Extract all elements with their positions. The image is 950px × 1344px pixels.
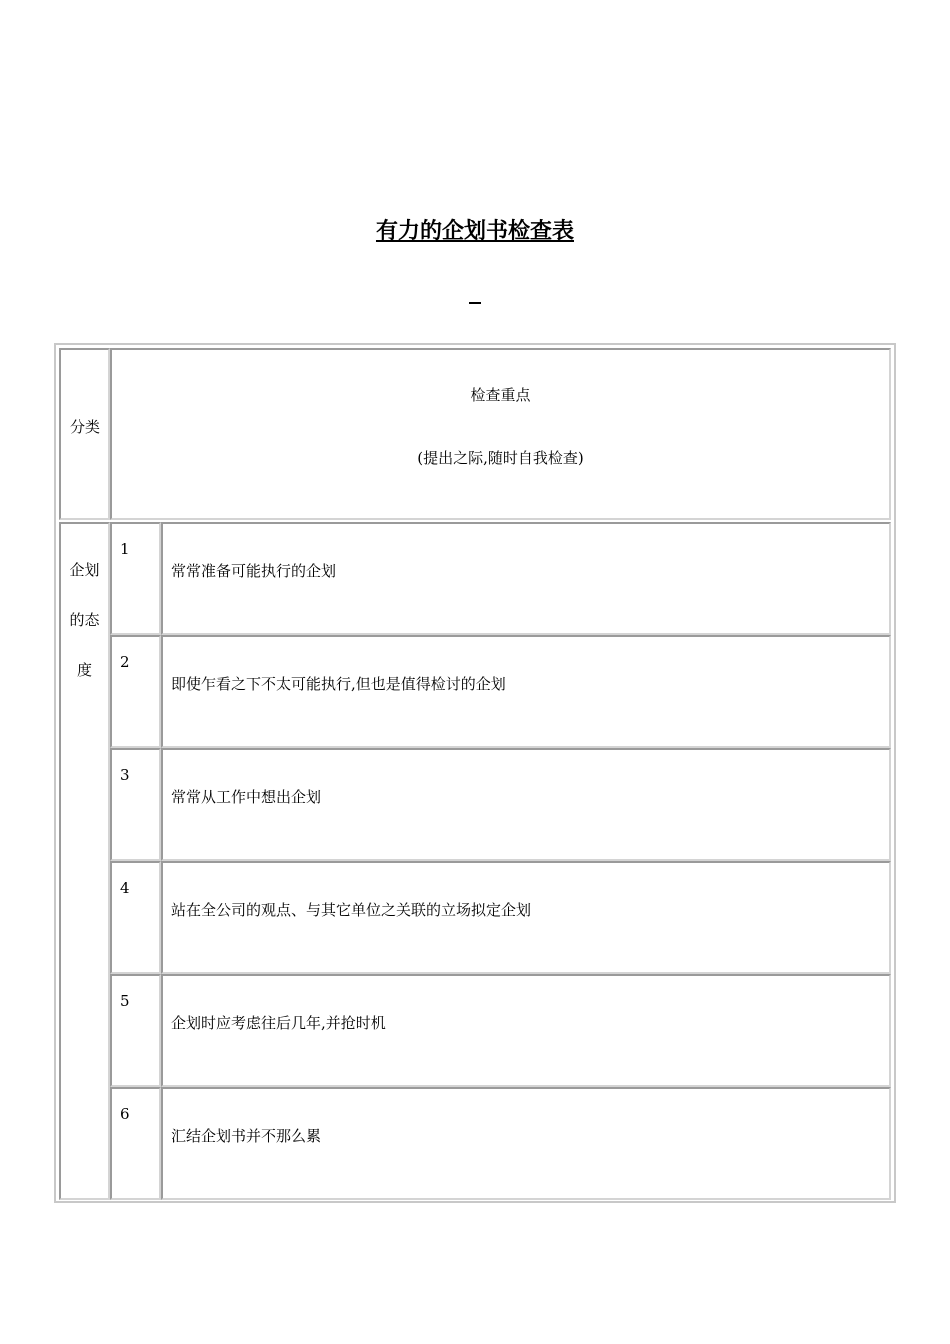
section-category-cell	[59, 522, 110, 1200]
row-text: 站在全公司的观点、与其它单位之关联的立场拟定企划	[171, 901, 532, 919]
row-text: 汇结企划书并不那么累	[171, 1127, 322, 1145]
row-number: 4	[120, 879, 130, 897]
header-category-cell	[59, 348, 110, 520]
row-number: 6	[120, 1105, 130, 1123]
header-focus-note: (提出之际,随时自我检查)	[417, 449, 584, 467]
row-number-cell	[110, 974, 161, 1087]
row-text: 常常准备可能执行的企划	[171, 562, 337, 580]
row-text: 企划时应考虑往后几年,并抢时机	[171, 1014, 386, 1032]
row-text: 常常从工作中想出企划	[171, 788, 322, 806]
document-title: 有力的企划书检查表	[375, 218, 574, 244]
row-number-cell	[110, 635, 161, 748]
checklist-table	[54, 343, 896, 1203]
row-number: 5	[120, 992, 130, 1010]
row-number-cell	[110, 861, 161, 974]
row-text-cell	[161, 522, 891, 635]
row-text-cell	[161, 748, 891, 861]
row-text-cell	[161, 635, 891, 748]
row-number-cell	[110, 1087, 161, 1200]
dash-mark	[469, 302, 481, 304]
row-text-cell	[161, 1087, 891, 1200]
section-category-line: 度	[76, 661, 92, 679]
row-text-cell	[161, 861, 891, 974]
section-category-line: 企划	[69, 561, 100, 579]
header-category-label: 分类	[70, 418, 101, 436]
row-text-cell	[161, 974, 891, 1087]
row-number: 3	[120, 766, 130, 784]
row-text: 即使乍看之下不太可能执行,但也是值得检讨的企划	[171, 675, 506, 693]
header-focus-title: 检查重点	[470, 386, 531, 404]
header-focus-cell	[110, 348, 891, 520]
row-number-cell	[110, 748, 161, 861]
row-number: 2	[120, 653, 130, 671]
section-category-line: 的态	[69, 611, 100, 629]
row-number-cell	[110, 522, 161, 635]
row-number: 1	[120, 540, 130, 558]
